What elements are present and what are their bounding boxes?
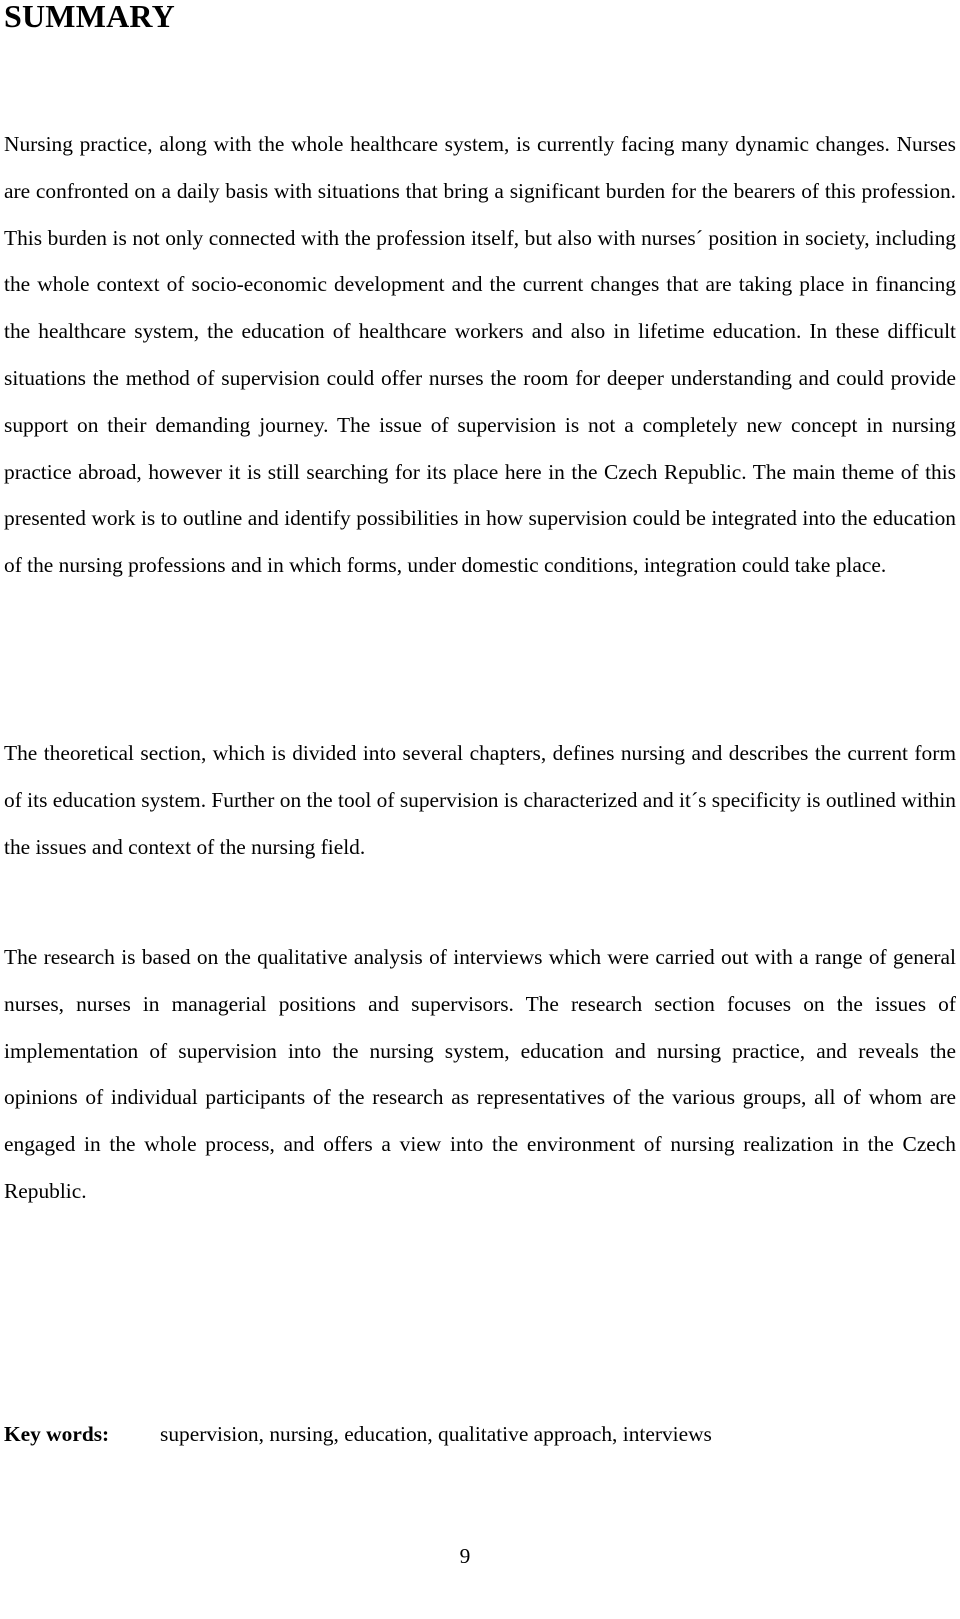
page-number: 9 — [459, 1544, 471, 1568]
keywords-line — [4, 1416, 712, 1452]
summary-paragraph-2: The theoretical section, which is divided into several chapters, defines nursing and describes the current form of its education system. Further on the tool of supervision is characterized and it´s specificity is outlined within the issues and context of the nursing field. — [4, 741, 956, 859]
keywords-list: supervision, nursing, education, qualitative approach, interviews — [160, 1422, 712, 1446]
keywords-label: Key words: — [4, 1422, 110, 1446]
summary-paragraph-1: Nursing practice, along with the whole healthcare system, is currently facing many dynamic changes. Nurses are confronted on a daily basis with situations that bring a significant burden for the bearers of this profession. This burden is not only connected with the profession itself, but also with nurses´ position in society, including the whole context of socio-economic development and the current changes that are taking place in financing the healthcare system, the education of healthcare workers and also in lifetime education. In these difficult situations the method of supervision could offer nurses the room for deeper understanding and could provide support on their demanding journey. The issue of supervision is not a completely new concept in nursing practice abroad, however it is still searching for its place here in the Czech Republic. The main theme of this presented work is to outline and identify possibilities in how supervision could be integrated into the education of the nursing professions and in which forms, under domestic conditions, integration could take place. — [4, 132, 956, 578]
page-title: SUMMARY — [4, 0, 175, 34]
summary-paragraph-3: The research is based on the qualitative analysis of interviews which were carried out with a range of general nurses, nurses in managerial positions and supervisors. The research section focuses on the issues of implementation of supervision into the nursing system, education and nursing practice, and reveals the opinions of individual participants of the research as representatives of the various groups, all of whom are engaged in the whole process, and offers a view into the environment of nursing realization in the Czech Republic. — [4, 945, 956, 1203]
